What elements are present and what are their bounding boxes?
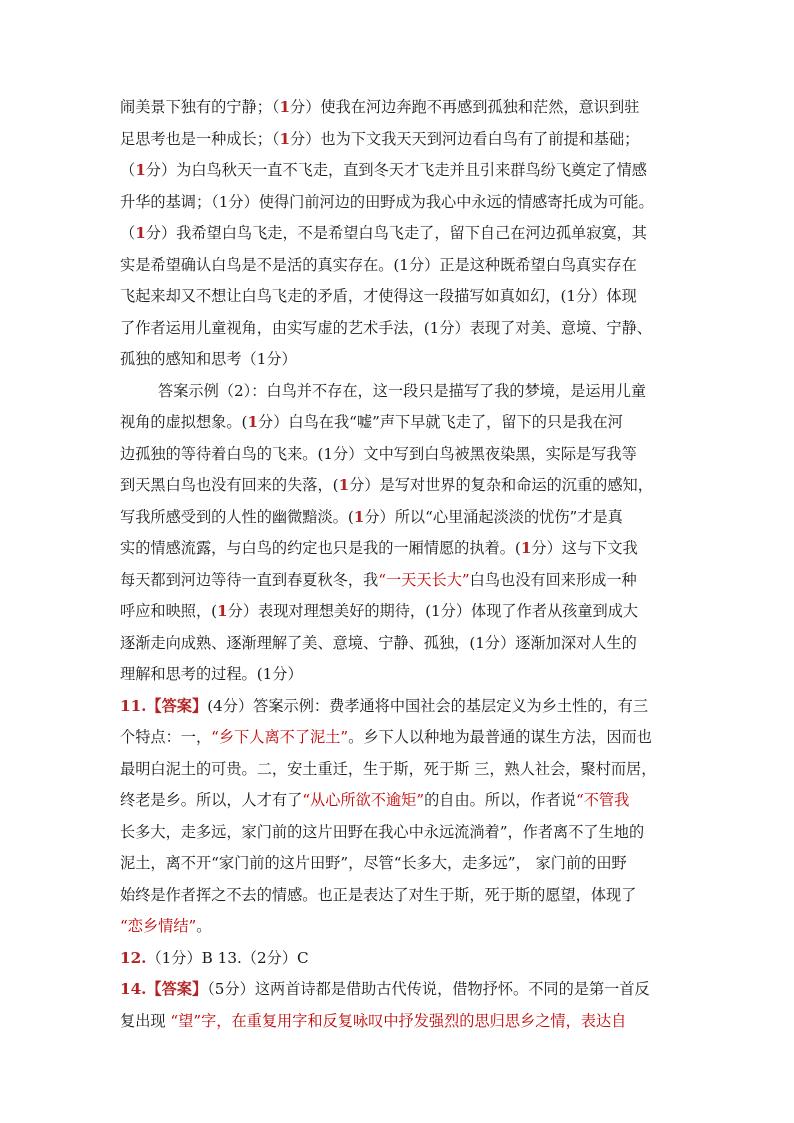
text-segment: 逐渐走向成熟、逐渐理解了美、意境、宁静、孤独，(1分）逐渐加深对人生的 [120,633,637,652]
text-line [120,722,680,754]
highlighted-text: 1 [353,507,365,526]
text-line [120,754,680,786]
text-segment: 分）是写对世界的复杂和命运的沉重的感知， [349,476,653,494]
text-line [120,628,680,660]
answer-document [120,92,680,1037]
text-segment: 边孤独的等待着白鸟的飞来。(1分）文中写到白鸟被黑夜染黑，实际是写我等 [120,444,637,463]
text-segment: 始终是作者挥之不去的情感。也正是表达了对生于斯，死于斯的愿望，体现了 [120,885,637,904]
text-segment: 分）表现对理想美好的期待，(1分）体现了作者从孩童到成大 [227,602,639,620]
text-segment: 到天黑白鸟也没有回来的失落，( [120,476,339,494]
text-segment: 长多大，走多远，家门前的这片田野在我心中永远流淌着”，作者离不了生地的 [120,822,645,841]
highlighted-text: 14.【答案】 [120,980,208,998]
highlighted-text: 1 [338,476,350,494]
text-line [120,974,680,1006]
text-segment: 。乡下人以种地为最普通的谋生方法，因而也 [348,728,652,746]
text-segment: （ [120,161,136,179]
text-segment: 分）所以“心里涌起淡淡的忧伤”才是真 [364,507,623,526]
text-segment: 分）也为下文我天天到河边看白鸟有了前提和基础； [290,129,640,148]
text-segment: 分）白鸟在我“嘘”声下早就飞走了，留下的只是我在河 [258,413,623,431]
text-segment: 了作者运用儿童视角，由实写虚的艺术手法，(1分）表现了对美、意境、宁静、 [120,318,652,337]
text-segment: 视角的虚拟想象。( [120,413,248,431]
text-segment: 闹美景下独有的宁静；（ [120,98,280,116]
highlighted-text: 1 [217,602,228,620]
text-segment: （1分）B 13.（2分）C [146,948,309,967]
highlighted-text: 11.【答案】 [120,696,208,715]
text-line [120,1006,680,1038]
text-segment: (4分）答案示例：费孝通将中国社会的基层定义为乡土性的，有三 [207,696,649,715]
text-segment: 分）我希望白鸟飞走，不是希望白鸟飞走了，留下自己在河边孤单寂寞，其 [145,224,647,242]
text-segment: 理解和思考的过程。(1分） [120,665,303,683]
highlighted-text: 12. [120,948,147,967]
text-line [120,124,680,156]
highlighted-text: 1 [135,224,146,242]
highlighted-text: “望”字，在重复用字和反复咏叹中抒发强烈的思归思乡之情，表达自 [170,1011,627,1030]
highlighted-text: 1 [279,98,291,116]
text-line [120,565,680,597]
text-segment: 写我所感受到的人性的幽微黯淡。( [120,507,354,526]
text-line [120,92,680,124]
text-segment: 终老是乡。所以，人才有了 [120,791,303,809]
text-line [120,817,680,849]
text-segment: 白鸟也没有回来形成一种 [469,570,637,589]
text-segment: 分）这与下文我 [531,539,638,557]
text-segment: （5分）这两首诗都是借助古代传说，借物抒怀。不同的是第一首反 [207,980,650,998]
text-line [120,376,680,408]
text-line [120,407,680,439]
text-line [120,250,680,282]
text-line [120,187,680,219]
highlighted-text: “恋乡情结” [120,917,197,935]
text-line [120,659,680,691]
highlighted-text: 1 [247,413,259,431]
text-segment: 呼应和映照，( [120,602,218,620]
text-segment: 个特点：一， [120,728,212,746]
text-segment: 复出现 [120,1011,171,1030]
highlighted-text: 1 [135,161,146,179]
text-segment: 分）使我在河边奔跑不再感到孤独和茫然，意识到驻 [290,98,640,116]
text-segment: 实是希望确认白鸟是不是活的真实存在。(1分）正是这种既希望白鸟真实存在 [120,255,637,274]
highlighted-text: 1 [279,129,291,148]
text-segment: 实的情感流露，与白鸟的约定也只是我的一厢情愿的执着。( [120,539,521,557]
text-line [120,943,680,975]
text-line [120,313,680,345]
text-line [120,281,680,313]
highlighted-text: “从心所欲不逾矩” [302,791,425,809]
highlighted-text: “不管我 [575,791,630,809]
highlighted-text: “乡下人离不了泥土” [211,728,349,746]
text-line [120,533,680,565]
text-segment: 每天都到河边等待一直到春夏秋冬，我 [120,570,379,589]
text-line [120,691,680,723]
text-segment: 泥土，离不开“家门前的这片田野”，尽管“长多大，走多远”， 家门前的田野 [120,854,627,872]
text-segment: 足思考也是一种成长；（ [120,129,280,148]
text-segment: 飞起来却又不想让白鸟飞走的矛盾，才使得这一段描写如真如幻，(1分）体现 [120,287,637,305]
text-line [120,155,680,187]
text-segment: 答案示例（2）：白鸟并不存在，这一段只是描写了我的梦境，是运用儿童 [158,381,647,400]
text-line [120,785,680,817]
text-line [120,911,680,943]
text-line [120,218,680,250]
text-line [120,344,680,376]
text-segment: 升华的基调；（1分）使得门前河边的田野成为我心中永远的情感寄托成为可能。 [120,192,654,211]
text-line [120,502,680,534]
text-segment: 分）为白鸟秋天一直不飞走，直到冬天才飞走并且引来群鸟纷飞奠定了情感 [145,161,647,179]
text-segment: 。 [196,917,212,935]
text-segment: （ [120,224,136,242]
text-line [120,848,680,880]
text-line [120,596,680,628]
text-line [120,439,680,471]
highlighted-text: “一天天长大” [378,570,470,589]
text-segment: 的自由。所以，作者说 [424,791,576,809]
text-line [120,880,680,912]
text-segment: 孤独的感知和思考（1分） [120,350,297,368]
highlighted-text: 1 [520,539,532,557]
text-segment: 最明白泥土的可贵。二，安土重迁，生于斯，死于斯 三，熟人社会，聚村而居， [120,759,657,778]
text-line [120,470,680,502]
